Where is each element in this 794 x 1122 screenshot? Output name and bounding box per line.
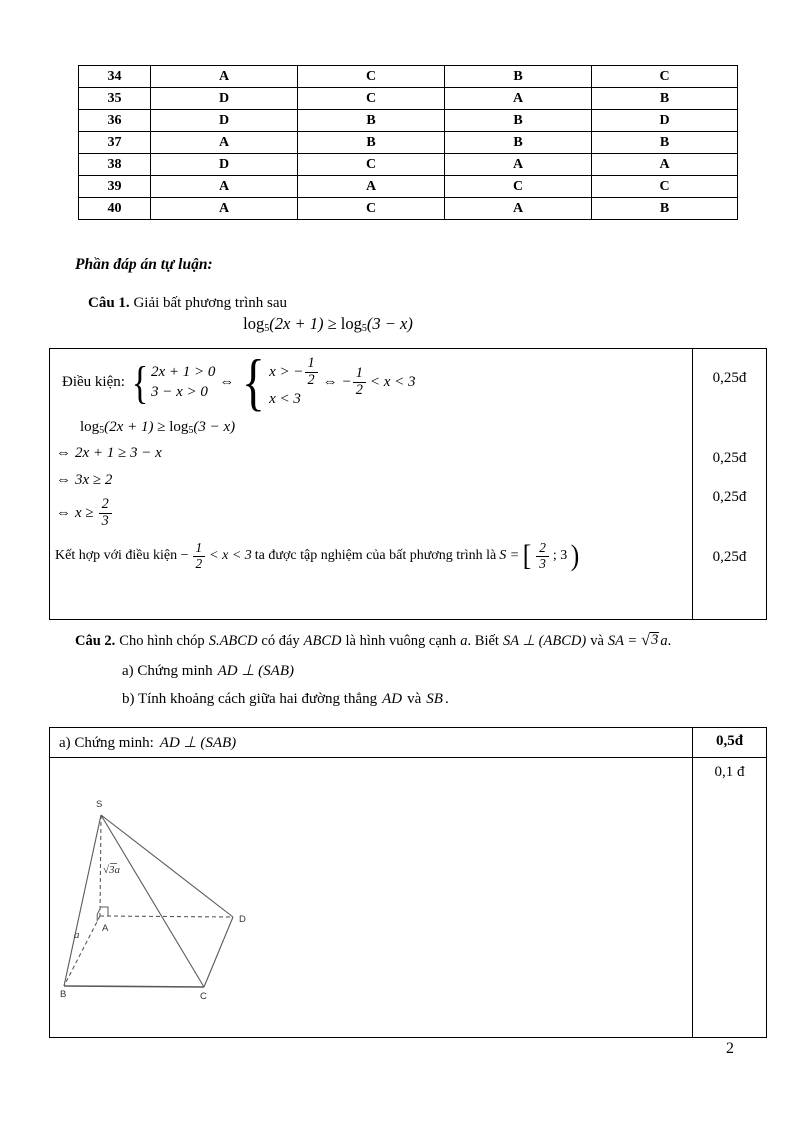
log-fn: log: [243, 314, 265, 333]
edge-bc: [64, 986, 204, 987]
score-column: [692, 349, 766, 619]
edge-label-sa: √3a: [103, 864, 121, 876]
score-column: [692, 728, 766, 1037]
system-row: x > − $\frac{1}{2}$: [269, 356, 319, 388]
question-number-cell: 40: [79, 198, 151, 220]
answer-cell: A: [298, 176, 445, 198]
system-1: [129, 356, 216, 408]
answer-cell: B: [592, 198, 738, 220]
relation: ≥: [327, 314, 337, 333]
answer-cell: D: [151, 110, 298, 132]
essay-section-title: Phần đáp án tự luận:: [75, 256, 213, 273]
question-number-cell: 38: [79, 154, 151, 176]
cau2-item-a: a) Chứng minh AD ⊥ (SAB): [122, 663, 295, 679]
table-row: [79, 132, 738, 154]
answer-cell: C: [592, 66, 738, 88]
restated-inequality: log $_5$ (2x + 1) ≥ log $_5$ (3 − x): [80, 419, 236, 436]
table-row: [79, 88, 738, 110]
answer-cell: A: [151, 66, 298, 88]
edge-sb: [64, 815, 101, 986]
answer-cell: A: [445, 88, 592, 110]
table-row: [79, 154, 738, 176]
answer-cell: B: [592, 88, 738, 110]
edge-ad: [100, 916, 233, 917]
answer-cell: D: [592, 110, 738, 132]
score-badge: 0,25đ: [712, 489, 747, 505]
answer-cell: C: [298, 198, 445, 220]
conclusion-line: Kết hợp với điều kiện − $\frac{1}{2}$ < x < 3 ta được tập nghiệm của bất phương trình là S = [ $\frac{2}{3}$ ; 3 ): [55, 539, 580, 573]
table-row: [79, 110, 738, 132]
system-row: 2x + 1 > 0: [151, 363, 216, 380]
score-badge: 0,5đ: [715, 733, 744, 749]
cau2-statement: Câu 2. Cho hình chóp S.ABCD có đáy ABCD là hình vuông cạnh a . Biết SA ⊥ (ABCD) và SA = √ 3 a .: [75, 631, 672, 649]
cau1-solution-table: [49, 348, 767, 620]
answer-cell: C: [298, 88, 445, 110]
answer-cell: B: [445, 132, 592, 154]
score-badge: 0,25đ: [712, 549, 747, 565]
answer-cell: B: [445, 110, 592, 132]
set-bracket-close: ): [571, 539, 580, 573]
table-row: [79, 176, 738, 198]
score-badge: 0,25đ: [712, 450, 747, 466]
score-badge: 0,1 đ: [714, 764, 745, 780]
cau1-equation: [48, 314, 608, 334]
answer-key-table: [78, 65, 738, 220]
iff-symbol: ⇔: [322, 373, 338, 390]
table-row: [79, 198, 738, 220]
question-number-cell: 35: [79, 88, 151, 110]
proof-row-label: a) Chứng minh: AD ⊥ (SAB): [59, 735, 237, 751]
cau2-solution-table: [49, 727, 767, 1038]
row-divider: [50, 757, 766, 758]
vertex-label-s: S: [96, 799, 103, 810]
answer-cell: D: [151, 88, 298, 110]
system-2: [238, 346, 318, 417]
question-number-cell: 37: [79, 132, 151, 154]
solution-step-1: ⇔ 2x + 1 ≥ 3 − x: [56, 445, 162, 461]
question-number-cell: 36: [79, 110, 151, 132]
question-number-cell: 39: [79, 176, 151, 198]
answer-cell: C: [445, 176, 592, 198]
answer-cell: A: [445, 198, 592, 220]
score-badge: 0,25đ: [712, 370, 747, 386]
answer-cell: C: [592, 176, 738, 198]
answer-cell: B: [298, 110, 445, 132]
edge-sc: [101, 815, 204, 987]
right-angle-mark-ad: [100, 907, 108, 916]
answer-cell: A: [151, 198, 298, 220]
cau1-prompt: Giải bất phương trình sau: [133, 295, 287, 311]
cau2-label: Câu 2.: [75, 633, 116, 649]
iff-symbol: ⇔: [219, 373, 235, 390]
condition-label: Điều kiện:: [62, 373, 125, 390]
log-arg: (3 − x): [366, 314, 413, 333]
cau1-label: Câu 1.: [88, 295, 130, 311]
answer-cell: A: [151, 132, 298, 154]
vertex-label-a: A: [102, 923, 109, 934]
log-arg: (2x + 1): [269, 314, 324, 333]
question-number-cell: 34: [79, 66, 151, 88]
log-fn: log: [340, 314, 362, 333]
edge-sd: [101, 815, 233, 917]
condition-result: − $\frac{1}{2}$ < x < 3: [341, 365, 416, 398]
log-base: 5: [361, 323, 367, 334]
answer-cell: C: [298, 154, 445, 176]
condition-line: [62, 346, 416, 417]
answer-cell: B: [298, 132, 445, 154]
sqrt-expression: √ 3: [641, 631, 659, 649]
answer-cell: B: [445, 66, 592, 88]
answer-cell: B: [592, 132, 738, 154]
radical-sign: √: [641, 631, 651, 649]
solution-step-3: ⇔ x ≥ $\frac{2}{3}$: [56, 497, 113, 529]
answer-cell: C: [298, 66, 445, 88]
pyramid-figure: [60, 790, 270, 1015]
solution-step-2: ⇔ 3x ≥ 2: [56, 472, 113, 488]
answer-cell: D: [151, 154, 298, 176]
page-number: 2: [726, 1040, 734, 1057]
vertex-label-b: B: [60, 989, 67, 1000]
system-row: x < 3: [269, 391, 301, 408]
cau2-item-b: b) Tính khoảng cách giữa hai đường thẳng AD và SB .: [122, 691, 449, 707]
answer-cell: A: [592, 154, 738, 176]
edge-label-ab: a: [74, 929, 80, 941]
system-row: 3 − x > 0: [151, 383, 208, 400]
edge-ab: [64, 916, 100, 986]
edge-sa: [100, 815, 101, 916]
set-bracket-open: [: [522, 539, 532, 573]
cau1-heading: [88, 295, 287, 312]
edge-cd: [204, 917, 233, 987]
vertex-label-c: C: [200, 991, 207, 1002]
log-base: 5: [264, 323, 270, 334]
answer-cell: A: [445, 154, 592, 176]
answer-cell: A: [151, 176, 298, 198]
vertex-label-d: D: [239, 914, 246, 925]
table-row: [79, 66, 738, 88]
left-brace: {: [131, 356, 149, 408]
left-brace: {: [242, 346, 266, 417]
